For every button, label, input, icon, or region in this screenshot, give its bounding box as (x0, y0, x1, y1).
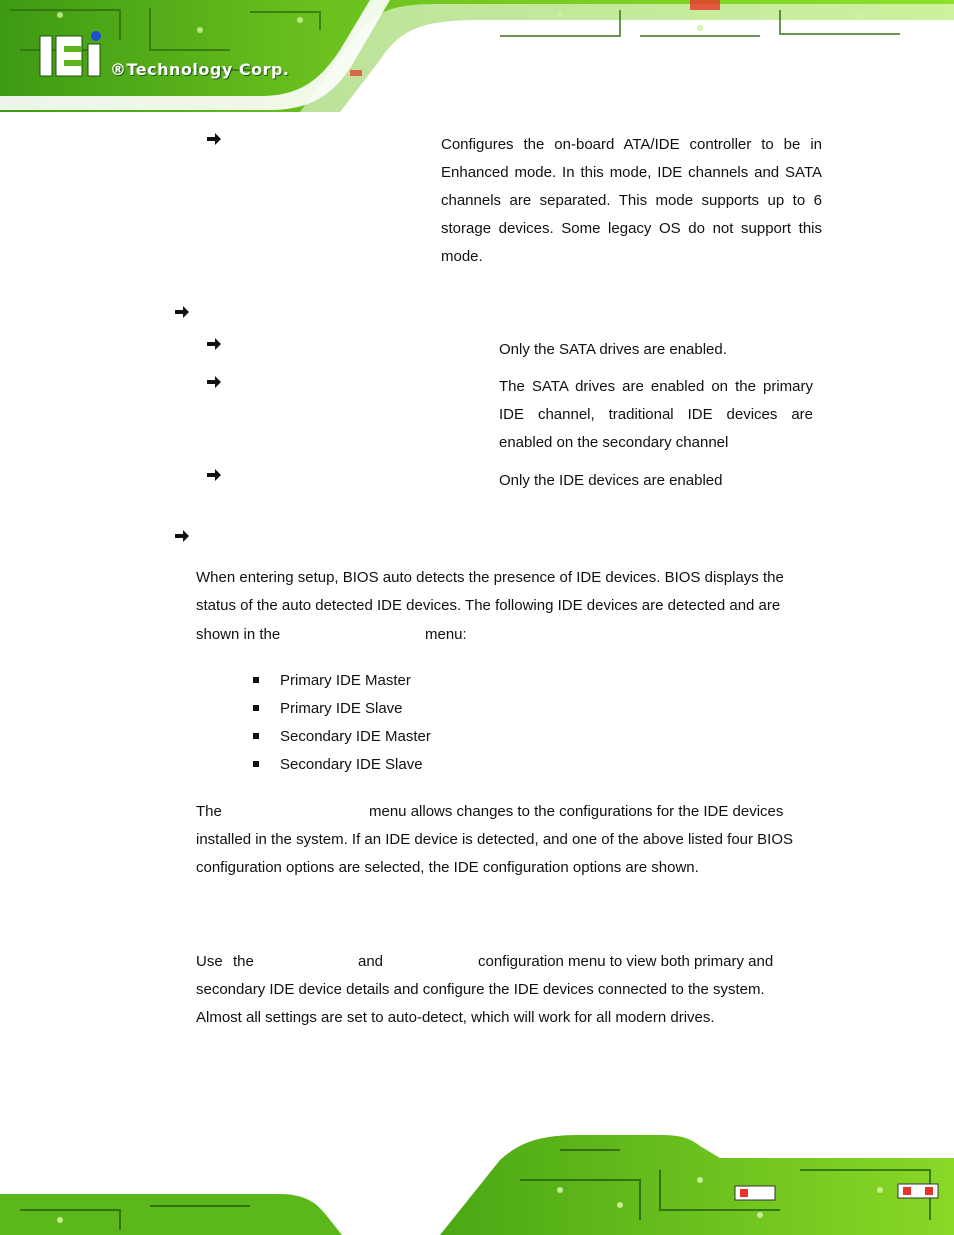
master-slave-line: configuration menu to view both primary and (478, 953, 774, 970)
ide-para-line: menu allows changes to the configurations for the IDE devices (369, 803, 784, 820)
page-footer (0, 1120, 954, 1235)
sata-option-description: Only the SATA drives are enabled. (499, 341, 727, 358)
master-slave-word: and (358, 953, 384, 970)
enhanced-option-description: Configures the on-board ATA/IDE controller to be in Enhanced mode. In this mode, IDE channels and SATA channels are separated. This mode supports up to 6 storage devices. Some legacy OS do not support this mode. (441, 136, 822, 265)
square-bullet-icon (253, 677, 259, 683)
ide-intro-line: When entering setup, BIOS auto detects the presence of IDE devices. BIOS displays the (196, 569, 784, 586)
square-bullet-icon (253, 705, 259, 711)
sata-option-description: Only the IDE devices are enabled (499, 472, 723, 489)
arrow-bullet-icon (206, 375, 222, 391)
ide-para-start: The (196, 803, 222, 820)
iei-logo (38, 30, 108, 78)
sata-option-description: The SATA drives are enabled on the primary IDE channel, traditional IDE devices are enabled on the secondary channel (499, 378, 813, 451)
master-slave-line: secondary IDE device details and configure the IDE devices connected to the system. (196, 981, 765, 998)
section-arrow-icon (174, 529, 190, 545)
ide-intro-line: status of the auto detected IDE devices. The following IDE devices are detected and are (196, 597, 781, 614)
master-slave-line: Almost all settings are set to auto-detect, which will work for all modern drives. (196, 1009, 715, 1026)
circuit-board-banner (0, 0, 954, 112)
ide-para-line: installed in the system. If an IDE device is detected, and one of the above listed four BIOS (196, 831, 794, 848)
ide-device-item: Secondary IDE Slave (280, 756, 423, 773)
arrow-bullet-icon (206, 337, 222, 353)
section-arrow-icon (174, 305, 190, 321)
master-slave-word: Use (196, 953, 223, 970)
master-slave-word: the (233, 953, 254, 970)
square-bullet-icon (253, 761, 259, 767)
ide-intro-line-end: menu: (425, 626, 467, 643)
ide-device-item: Secondary IDE Master (280, 728, 431, 745)
square-bullet-icon (253, 733, 259, 739)
circuit-board-footer (0, 1120, 954, 1235)
page-header (0, 0, 954, 112)
ide-device-item: Primary IDE Slave (280, 700, 403, 717)
arrow-bullet-icon (206, 132, 222, 148)
ide-intro-line-start: shown in the (196, 626, 281, 643)
brand-text: ®Technology Corp. (110, 60, 290, 79)
ide-device-item: Primary IDE Master (280, 672, 411, 689)
ide-para-line: configuration options are selected, the IDE configuration options are shown. (196, 859, 699, 876)
arrow-bullet-icon (206, 468, 222, 484)
